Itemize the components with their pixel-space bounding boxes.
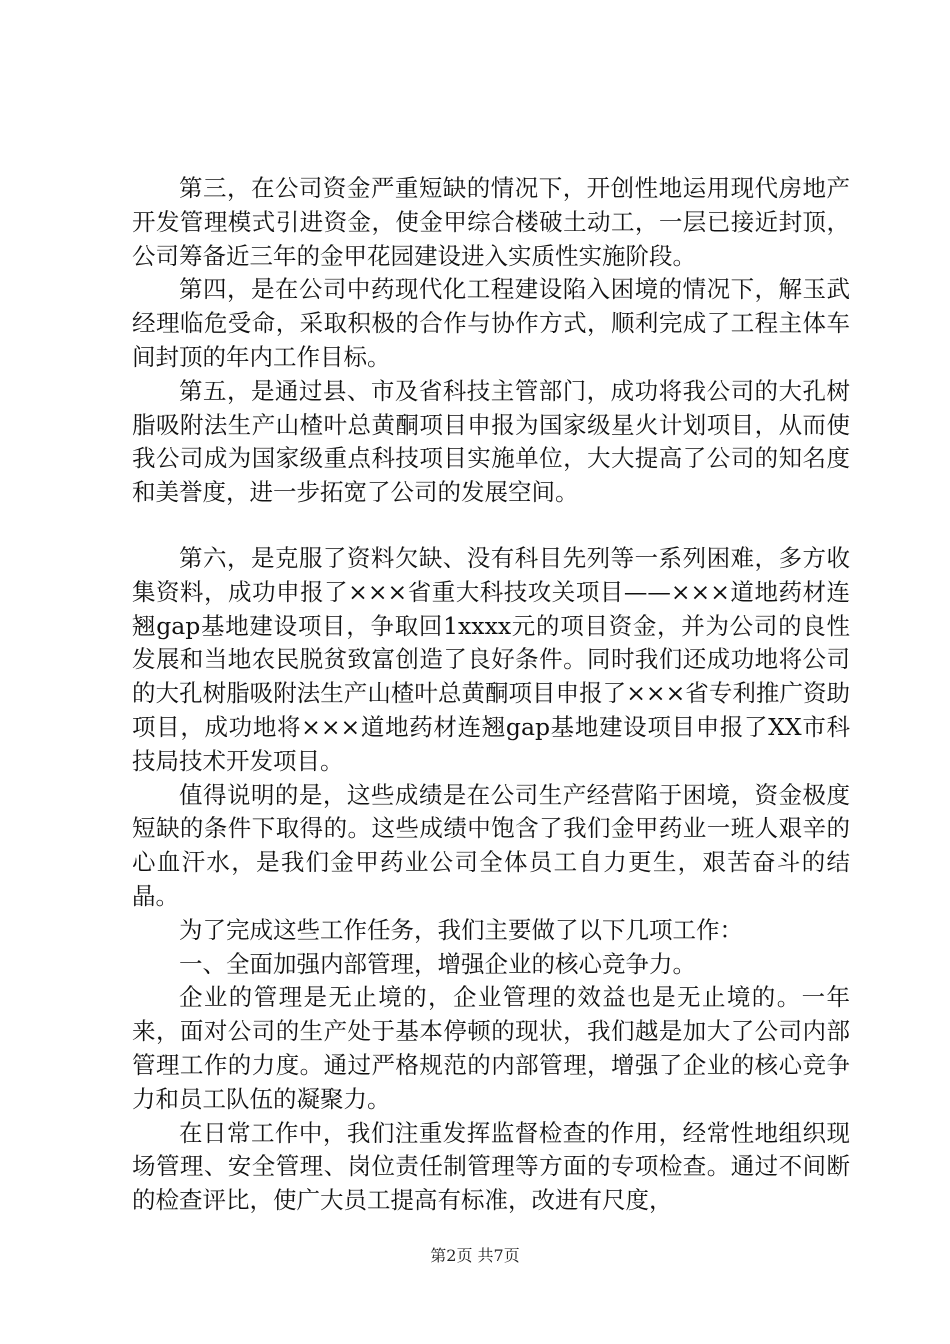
page-number-footer: 第2页 共7页 [430,1246,520,1265]
paragraph: 为了完成这些工作任务，我们主要做了以下几项工作： [179,915,743,944]
paragraph: 在日常工作中，我们注重发挥监督检查的作用，经常性地组织现场管理、安全管理、岗位责任制管理等方面的专项检查。通过不间断的检查评比，使广大员工提高有标准，改进有尺度， [132,1118,850,1215]
document-body [132,172,850,1218]
paragraph: 第四，是在公司中药现代化工程建设陷入困境的情况下，解玉武经理临危受命，采取积极的合作与协作方式，顺利完成了工程主体车间封顶的年内工作目标。 [132,275,850,371]
paragraph: 第三，在公司资金严重短缺的情况下，开创性地运用现代房地产开发管理模式引进资金，使金甲综合楼破土动工，一层已接近封顶，公司筹备近三年的金甲花园建设进入实质性实施阶段。 [132,174,850,270]
section-heading: 一、全面加强内部管理，增强企业的核心竞争力。 [179,949,696,978]
paragraph: 企业的管理是无止境的，企业管理的效益也是无止境的。一年来，面对公司的生产处于基本停顿的现状，我们越是加大了公司内部管理工作的力度。通过严格规范的内部管理，增强了企业的核心竞争力和员工队伍的凝聚力。 [132,983,850,1113]
paragraph: 值得说明的是，这些成绩是在公司生产经营陷于困境，资金极度短缺的条件下取得的。这些成绩中饱含了我们金甲药业一班人艰辛的心血汗水，是我们金甲药业公司全体员工自力更生，艰苦奋斗的结晶。 [132,780,850,910]
paragraph: 第六，是克服了资料欠缺、没有科目先列等一系列困难，多方收集资料，成功申报了×××省重大科技攻关项目——×××道地药材连翘gap基地建设项目，争取回1xxxx元的项目资金，并为公司的良性发展和当地农民脱贫致富创造了良好条件。同时我们还成功地将公司的大孔树脂吸附法生产山楂叶总黄酮项目申报了×××省专利推广资助项目，成功地将×××道地药材连翘gap基地建设项目申报了XX市科技局技术开发项目。 [132,543,850,775]
paragraph: 第五，是通过县、市及省科技主管部门，成功将我公司的大孔树脂吸附法生产山楂叶总黄酮项目申报为国家级星火计划项目，从而使我公司成为国家级重点科技项目实施单位，大大提高了公司的知名度和美誉度，进一步拓宽了公司的发展空间。 [132,376,850,507]
